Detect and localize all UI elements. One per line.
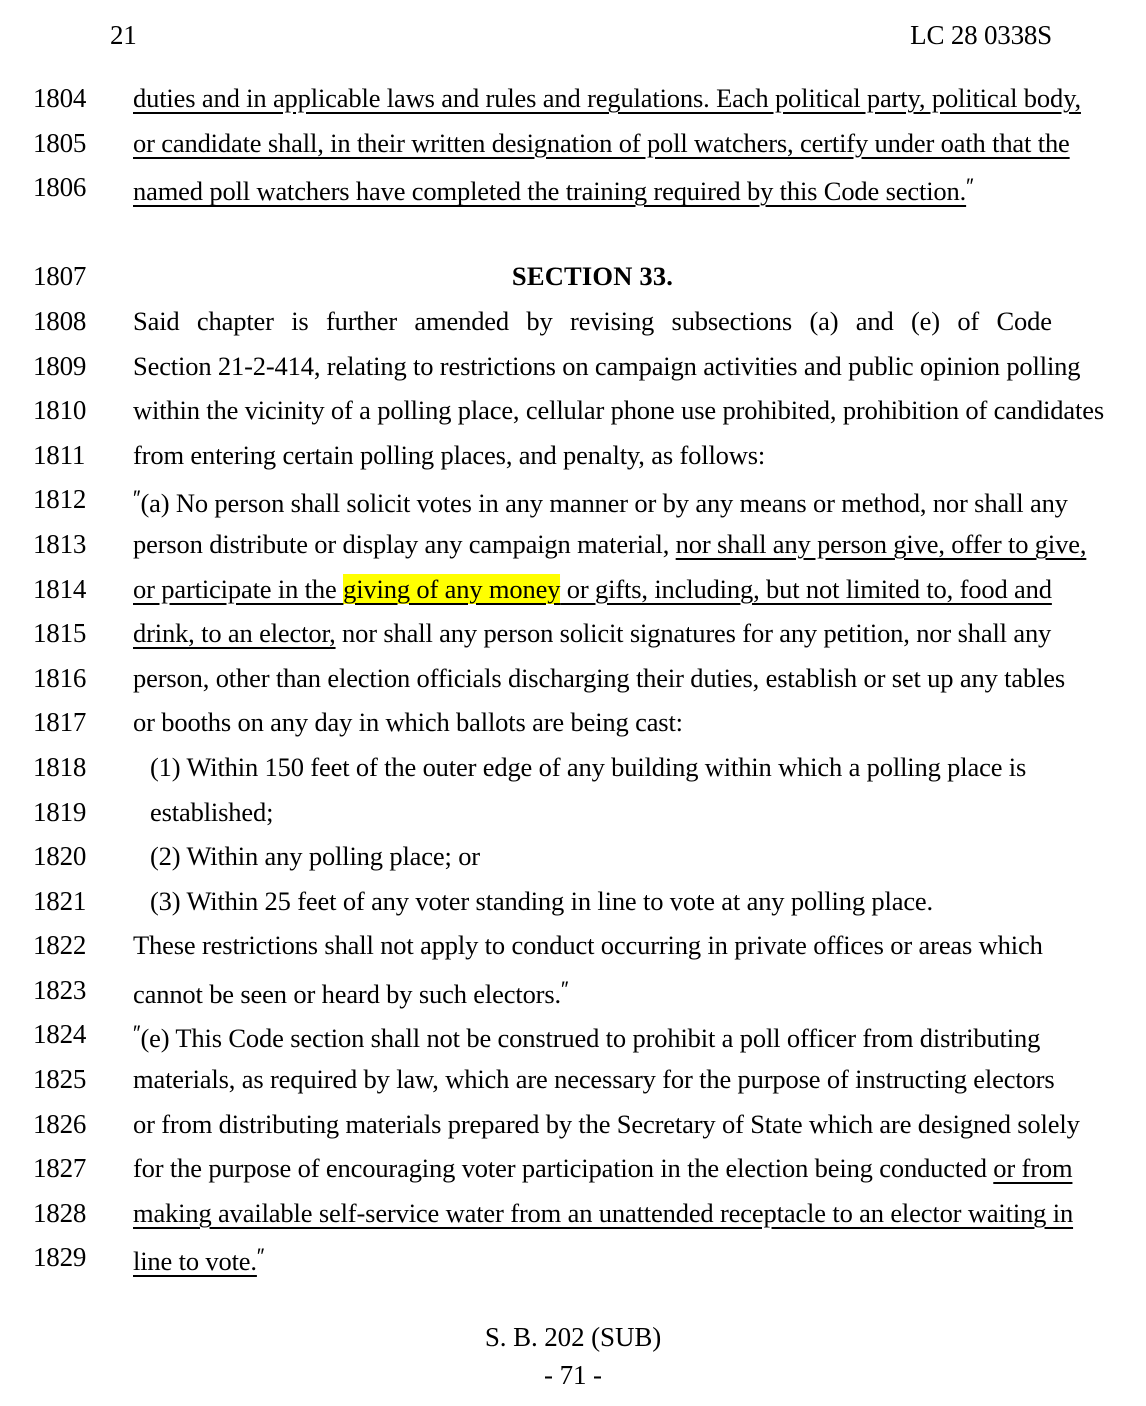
line-number: 1827 — [33, 1153, 87, 1184]
line-number: 1819 — [33, 796, 87, 827]
bill-line-list — [0, 76, 1146, 1280]
bill-line — [0, 165, 1146, 210]
line-number: 1814 — [33, 573, 87, 604]
line-content — [133, 121, 1070, 166]
subsection-a-text: (a) No person shall solicit votes in any manner or by any means or method, nor shall any — [140, 488, 1068, 519]
line-number: 1825 — [33, 1064, 87, 1095]
line-content: or booths on any day in which ballots are being cast: — [133, 707, 683, 738]
line-number: 1822 — [33, 930, 87, 961]
bill-line — [0, 879, 1146, 924]
line-content — [133, 522, 1087, 567]
line-content: or from distributing materials prepared by the Secretary of State which are designed solely — [133, 1108, 1080, 1139]
line-number: 1810 — [33, 395, 87, 426]
highlighted-phrase: giving of any money — [343, 573, 561, 604]
line-content: from entering certain polling places, and penalty, as follows: — [133, 439, 766, 470]
bill-line — [0, 1012, 1146, 1057]
line-number: 1808 — [33, 305, 87, 336]
closing-quote-mark: ″ — [966, 175, 974, 199]
inserted-text-part: or participate in the — [133, 573, 344, 604]
line-content — [133, 477, 1068, 526]
line-number: 1818 — [33, 751, 87, 782]
line-content — [133, 611, 1052, 656]
inserted-text: duties and in applicable laws and rules and regulations. Each political party, political body, — [133, 83, 1081, 113]
line-number: 1816 — [33, 662, 87, 693]
header-page-label: 21 — [110, 20, 137, 50]
bill-line — [0, 477, 1146, 522]
list-item-2: (2) Within any polling place; or — [150, 841, 480, 872]
word: further — [325, 305, 398, 336]
line-content — [133, 76, 1081, 121]
list-item-3: (3) Within 25 feet of any voter standing in line to vote at any polling place. — [150, 885, 934, 916]
line-number: 1806 — [33, 172, 87, 203]
existing-text: person distribute or display any campaign material, — [133, 528, 676, 559]
line-number: 1828 — [33, 1197, 87, 1228]
word: is — [291, 305, 309, 336]
bill-line — [0, 76, 1146, 121]
page-footer — [0, 1318, 1146, 1394]
subsection-e-text: (e) This Code section shall not be construed to prohibit a poll officer from distributing — [140, 1023, 1041, 1054]
list-item-1: (1) Within 150 feet of the outer edge of any building within which a polling place is — [150, 751, 1027, 782]
bill-line — [0, 1235, 1146, 1280]
bill-line — [0, 1102, 1146, 1147]
bill-line — [0, 344, 1146, 389]
bill-line — [0, 790, 1146, 835]
line-number: 1823 — [33, 974, 87, 1005]
bill-line — [0, 254, 1146, 299]
line-number: 1811 — [33, 439, 86, 470]
existing-text: cannot be seen or heard by such electors. — [133, 978, 561, 1009]
line-number: 1820 — [33, 841, 87, 872]
line-number: 1829 — [33, 1242, 87, 1273]
bill-line — [0, 299, 1146, 344]
bill-line — [0, 1191, 1146, 1236]
existing-text: nor shall any person solicit signatures for any petition, nor shall any — [335, 618, 1052, 649]
inserted-text: named poll watchers have completed the training required by this Code section. — [133, 176, 967, 207]
inserted-text-part: or gifts, including, but not limited to, food and — [560, 573, 1052, 604]
bill-line — [0, 656, 1146, 701]
line-content — [133, 1146, 1073, 1191]
line-number: 1812 — [33, 484, 87, 515]
line-number: 1804 — [33, 83, 87, 113]
inserted-text: or candidate shall, in their written designation of poll watchers, certify under oath that the — [133, 127, 1070, 158]
line-content — [133, 968, 1052, 1017]
line-number: 1817 — [33, 707, 87, 738]
closing-quote-mark: ″ — [256, 1245, 265, 1269]
line-number: 1826 — [33, 1108, 87, 1139]
word: amended — [414, 305, 510, 336]
line-number: 1813 — [33, 528, 87, 559]
word: and — [855, 305, 894, 336]
word: by — [526, 305, 553, 336]
line-content: person, other than election officials discharging their duties, establish or set up any tables — [133, 662, 1066, 693]
bill-line — [0, 968, 1146, 1013]
footer-page-number: - 71 - — [544, 1360, 602, 1390]
opening-quote-mark: ″ — [133, 1022, 141, 1046]
page-header — [110, 18, 1052, 52]
header-doc-code: LC 28 0338S — [910, 20, 1052, 50]
line-content — [133, 1235, 1052, 1284]
bill-line — [0, 1146, 1146, 1191]
inserted-text: or from — [993, 1153, 1073, 1184]
line-content: These restrictions shall not apply to conduct occurring in private offices or areas which — [133, 930, 1043, 961]
line-content — [133, 1012, 1052, 1061]
bill-line — [0, 388, 1146, 433]
bill-line — [0, 923, 1146, 968]
footer-bill-label: S. B. 202 (SUB) — [484, 1322, 662, 1352]
line-content: materials, as required by law, which are necessary for the purpose of instructing electors — [133, 1064, 1055, 1095]
line-content — [133, 299, 1052, 344]
line-content — [133, 165, 1052, 214]
bill-line — [0, 745, 1146, 790]
line-number: 1807 — [33, 261, 87, 292]
bill-line — [0, 522, 1146, 567]
word: Said — [133, 305, 180, 336]
word: revising — [569, 305, 655, 336]
section-heading: SECTION 33. — [511, 261, 674, 292]
bill-line — [0, 121, 1146, 166]
word: Code — [996, 305, 1052, 336]
bill-line — [0, 567, 1146, 612]
closing-quote-mark: ″ — [560, 977, 569, 1001]
line-number: 1815 — [33, 618, 87, 649]
bill-line — [0, 611, 1146, 656]
word: subsections — [671, 305, 793, 336]
line-number: 1824 — [33, 1019, 87, 1050]
line-content — [133, 1191, 1074, 1236]
line-number: 1821 — [33, 885, 87, 916]
line-number: 1809 — [33, 350, 87, 381]
inserted-text: line to vote. — [133, 1246, 257, 1277]
word: chapter — [196, 305, 274, 336]
line-content — [133, 567, 1052, 612]
word: of — [957, 305, 980, 336]
inserted-text — [133, 574, 1052, 604]
word: (e) — [910, 305, 940, 336]
inserted-text: making available self-service water from an unattended receptacle to an elector waiting in — [133, 1197, 1074, 1228]
existing-text: for the purpose of encouraging voter participation in the election being conducted — [133, 1153, 994, 1184]
word: (a) — [809, 305, 839, 336]
list-item-1-continued: established; — [150, 796, 274, 827]
opening-quote-mark: ″ — [133, 487, 141, 511]
line-content: within the vicinity of a polling place, cellular phone use prohibited, prohibition of candidates — [133, 395, 1105, 426]
line-content: Section 21-2-414, relating to restrictions on campaign activities and public opinion polling — [133, 350, 1081, 381]
inserted-text: nor shall any person give, offer to give, — [675, 528, 1087, 559]
bill-line — [0, 700, 1146, 745]
bill-line — [0, 1057, 1146, 1102]
line-number: 1805 — [33, 127, 87, 158]
inserted-text: drink, to an elector, — [133, 618, 336, 649]
bill-line — [0, 433, 1146, 478]
bill-line — [0, 834, 1146, 879]
blank-line — [0, 210, 1146, 255]
